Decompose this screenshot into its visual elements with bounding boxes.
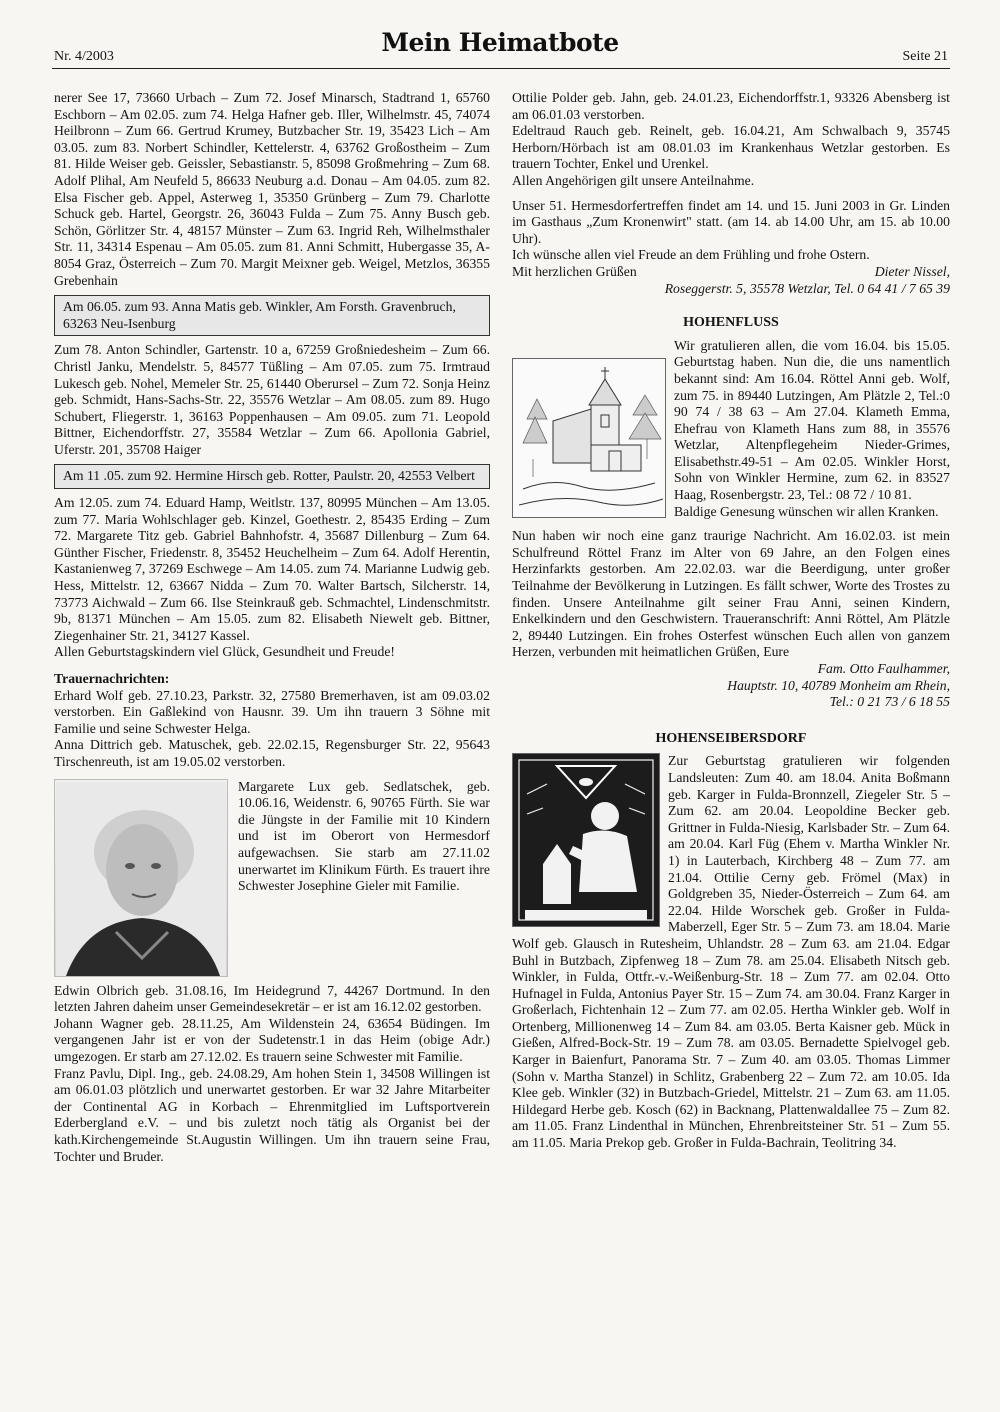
obituary-johann-wagner: Johann Wagner geb. 28.11.25, Am Wildenstein 24, 63654 Büdingen. Im vergangenen Jahr ist er von der Sudetenstr.1 in das Heim (obige Adr.) umgezogen. Er starb am 27.12.02. Es trauern seine Schwester mit Familie. — [54, 1015, 490, 1064]
obituary-erhard-wolf: Erhard Wolf geb. 27.10.23, Parkstr. 32, 27580 Bremerhaven, ist am 09.03.02 verstorben. Ein Gaßlekind von Hausnr. 39. Um ihn trauern 3 Söhne mit Familie und seine Schwester Helga. — [54, 687, 490, 736]
obituaries-heading: Trauernachrichten: — [54, 671, 170, 686]
highlight-box-anna-matis: Am 06.05. zum 93. Anna Matis geb. Winkler, Am Forsth. Gravenbruch, 63263 Neu-Isenburg — [54, 295, 490, 336]
easter-wishes: Ich wünsche allen viel Freude an dem Frühling und frohe Ostern. — [512, 247, 870, 263]
signature-address: Roseggerstr. 5, 35578 Wetzlar, Tel. 0 64 41 / 7 65 39 — [664, 280, 950, 296]
faulhammer-phone: Tel.: 0 21 73 / 6 18 55 — [829, 694, 950, 710]
hohenfluss-get-well: Baldige Genesung wünschen wir allen Kranken. — [674, 503, 939, 519]
hohenfluss-birthdays: Wir gratulieren allen, die vom 16.04. bis 15.05. Geburtstag haben. Nun die, die uns namentlich bekannt sind: Am 16.04. Röttel Anni geb. Wolf, zum 75. in 89440 Lutzingen, Am Plätzle 2, Tel.:0 90 74 / 38 63 – Am 27.04. Klameth Emma, Ehefrau von Klameth Hans zum 88, in 35576 Wetzlar, Altenpflegeheim Nieder-Grimes, Elisabethstr.49-51 – Am 02.05. Winkler Horst, Sohn von Winkler Hermine, zum 62. in 83527 Haag, Rosenbergstr. 23, Tel.: 08 72 / 10 81. — [674, 337, 950, 503]
portrait-icon — [56, 782, 226, 976]
birthday-list-part-1: nerer See 17, 73660 Urbach – Zum 72. Josef Minarsch, Stadtrand 1, 65760 Eschborn – Am 02.05. zum 74. Helga Hafner geb. Iller, Wilhelmstr. 45, 74074 Heilbronn – Zum 66. Gertrud Krumey, Butzbacher Str. 19, 35423 Lich – Am 03.05. zum 83. Norbert Schindler, Kettelerstr. 4, 63762 Großostheim – Zum 81. Hilde Weiser geb. Geissler, Sebastianstr. 5, 85098 Großmehring – Zum 68. Adolf Plihal, Am Neufeld 5, 86633 Neuburg a.d. Donau – Am 04.05. zum 82. Elsa Fischer geb. Appel, Asterweg 1, 35350 Grünberg – Zum 79. Charlotte Schuck geb. Hartel, Georgstr. 26, 36043 Fulda – Zum 75. Anny Busch geb. Schön, Görlitzer Str. 4, 48157 Münster – Zum 63. Ingrid Reh, Wilhelmsthaler Str. 11, 34314 Espenau – Am 05.05. zum 81. Anni Schmitt, Hubergasse 35, A- 8054 Graz, Österreich – Zum 70. Margit Meixner geb. Weigel, Metzlos, 36355 Grebenhain — [54, 90, 490, 288]
hohenseibersdorf-birthdays: Zur Geburtstag gratulieren wir folgenden Landsleuten: Zum 40. am 18.04. Anita Boßmann geb. Karger in Fulda-Bronnzell, Ziegeler Str. 5 – Zum 62. am 20.04. Leopoldine Becker geb. Grittner in Fulda-Niesig, Karlsbader Str. – Zum 64. am 20.04. Karl Füg (Ehem v. Martha Winkler Nr. 1) in Lauterbach, Kirchberg 48 – Zum 77. am 21.04. Ottilie Cerny geb. Frömel (Max) in Goldgreben 35, Nieder-Österreich – Zum 64. am 22.04. Hilde Worschek geb. Großer in Fulda-Maberzell, Eger Str. 5 – Zum 73. am 18.04. Marie Wolf geb. Glausch in Rutesheim, Uhlandstr. 28 – Zum 63. am 21.04. Edgar Buhl in Butzbach, Zipfenweg 18 – Zum 78. am 25.04. Elisabeth Nitsch geb. Winkler, in Fulda, Ottfr.-v.-Weißenburg-Str. 18 – Zum 77. am 02.04. Otto Hufnagel in Fulda, Antonius Payer Str. 15 – Zum 74. am 30.04. Franz Karger in Großerlach, Fichtenhain 12 – Zum 77. am 02.05. Hertha Winkler geb. Wolf in Ortenberg, Millionenweg 14 – Zum 84. am 03.05. Berta Kaisner geb. Mück in Gießen, Alfred-Bock-Str. 19 – Zum 78. am 03.05. Bernadette Spielvogel geb. Karger in Baienfurt, Panorama Str. 7 – Zum 40. am 03.05. Thomas Limmer (Sohn v. Martha Stanzel) in Schlitz, Grabenberg 22 – Zum 72. am 10.05. Ida Klee geb. Winkler (32) in Butzbach-Griedel, Mittelstr. 21 – Zum 63. am 11.05. Hildegard Herbe geb. Kosch (62) in Backnang, Plattenwaldallee 75 – Zum 82. am 11.05. Franz Lindenthal in München, Ehrenbreitsteiner Str. 51 – Zum 55. am 11.05. Maria Prekop geb. Großer in Fulda-Bachrain, Teolitring 34. — [512, 753, 950, 1151]
birthday-list-part-2: Zum 78. Anton Schindler, Gartenstr. 10 a, 67259 Großniedesheim – Zum 66. Christl Janku, Mendelstr. 5, 84577 Tüßling – Am 07.05. zum 75. Irmtraud Lukesch geb. Nohel, Memeler Str. 25, 61440 Oberursel – Zum 72. Sonja Heinz geb. Schmidt, Hans-Sachs-Str. 22, 35576 Wetzlar – Am 08.05. zum 89. Hugo Schubert, Fliegerstr. 1, 36163 Poppenhausen – Am 09.05. zum 71. Leopold Bittner, Eichendorffstr. 27, 35584 Wetzlar – Zum 66. Apollonia Gabriel, Uferstr. 201, 35708 Haiger — [54, 342, 490, 457]
saint-icon — [513, 754, 659, 926]
saint-woodcut — [512, 753, 660, 927]
signature-name: Dieter Nissel, — [874, 263, 950, 279]
hohenfluss-sad-news: Nun haben wir noch eine ganz traurige Nachricht. Am 16.02.03. ist mein Schulfreund Röttel Franz im Alter von 69 Jahre, an den Folgen eines Herzinfarkts gestorben. Am 22.02.03. war die Beerdigung, unter großer Teilnahme der Bevölkerung in Lutzingen. Es fällt schwer, Worte des Trostes zu finden. Unsere Anteilnahme gilt seiner Frau Anni, seinen Kindern, Enkelkindern und den Geschwistern. Traueranschrift: Anni Röttel, Am Plätzle 2, 89440 Lutzingen. Ein frohes Osterfest wünschen Euch allen von ganzem Herzen, verbunden mit heimatlichen Grüßen, Eure — [512, 528, 950, 660]
obituary-edwin-olbrich: Edwin Olbrich geb. 31.08.16, Im Heidegrund 7, 44267 Dortmund. In den letzten Jahren daheim unser Gemeindesekretär – er ist am 16.12.02 gestorben. — [54, 982, 490, 1015]
portrait-photo — [54, 779, 228, 977]
issue-number: Nr. 4/2003 — [54, 49, 114, 64]
section-heading-hohenseibersdorf: HOHENSEIBERSDORF — [655, 730, 807, 746]
section-heading-hohenfluss: HOHENFLUSS — [683, 315, 779, 331]
signature-line — [512, 264, 950, 281]
highlight-box-hermine-hirsch: Am 11 .05. zum 92. Hermine Hirsch geb. Rotter, Paulstr. 20, 42553 Velbert — [54, 464, 490, 489]
right-column — [512, 90, 950, 1152]
obituary-edeltraud-rauch: Edeltraud Rauch geb. Reinelt, geb. 16.04.21, Am Schwalbach 9, 35745 Herborn/Hörbach ist am 08.01.03 im Krankenhaus Wetzlar gestorben. Es trauern Tochter, Enkel und Urenkel. — [512, 123, 950, 172]
obituary-anna-dittrich: Anna Dittrich geb. Matuschek, geb. 22.02.15, Regensburger Str. 22, 95643 Tirschenreuth, ist am 19.05.02 verstorben. — [54, 737, 490, 769]
greeting-text: Mit herzlichen Grüßen — [512, 263, 637, 279]
chapel-woodcut — [512, 358, 666, 518]
faulhammer-address: Hauptstr. 10, 40789 Monheim am Rhein, — [727, 677, 950, 693]
obituary-ottilie-polder: Ottilie Polder geb. Jahn, geb. 24.01.23, Eichendorffstr.1, 93326 Abensberg ist am 06.01.03 verstorben. — [512, 90, 950, 122]
birthday-list-part-3: Am 12.05. zum 74. Eduard Hamp, Weitlstr. 137, 80995 München – Am 13.05. zum 77. Maria Wohlschlager geb. Kinzel, Goethestr. 2, 85435 Erding – Zum 72. Margarete Titz geb. Gabriel Bahnhofstr. 4, 35687 Dillenburg – Zum 64. Günther Fischer, Friedenstr. 8, 35452 Heuchelheim – Zum 64. Adolf Herentin, Kastanienweg 7, 37269 Eschwege – Am 14.05. zum 74. Marianne Ludwig geb. Hess, Mittelstr. 12, 63667 Nidda – Zum 70. Walter Bartsch, Silcherstr. 14, 73773 Aichwald – Zum 66. Ilse Steinkrauß geb. Schmachtel, Lindenschmitstr. 9b, 81371 München – Am 15.05. zum 82. Elisabeth Niewelt geb. Bittner, Ziegenhainer Str. 21, 34127 Kassel. — [54, 495, 490, 643]
left-column — [54, 90, 490, 1165]
header-rule — [52, 68, 950, 69]
condolence-line: Allen Angehörigen gilt unsere Anteilnahme. — [512, 172, 755, 188]
masthead-title: Mein Heimatbote — [381, 28, 619, 57]
obituary-franz-pavlu: Franz Pavlu, Dipl. Ing., geb. 24.08.29, Am hohen Stein 1, 34508 Willingen ist am 06.01.03 plötzlich und unerwartet gestorben. Er war 32 Jahre Mitarbeiter der Continental AG in Korbach – Ehrenmitglied im Luftsportverein Ederbergland e.V. – und bis zuletzt noch tätig als Organist bei der kath.Kirchengemeinde St.Augustin Willingen. Um ihn trauern seine Frau, Tochter und Bruder. — [54, 1065, 490, 1164]
obituary-margarete-lux: Margarete Lux geb. Sedlatschek, geb. 10.06.16, Weidenstr. 6, 90765 Fürth. Sie war die Jüngste in der Familie mit 10 Kindern und ist im Oberort von Hermesdorf aufgewachsen. Sie starb am 27.11.02 unerwartet im Klinikum Fürth. Es trauert ihre Schwester Josephine Gieler mit Familie. — [238, 778, 490, 894]
page-number: Seite 21 — [902, 49, 948, 64]
birthday-wishes: Allen Geburtstagskindern viel Glück, Gesundheit und Freude! — [54, 644, 395, 660]
chapel-icon — [513, 359, 665, 517]
obituary-with-photo — [54, 779, 490, 977]
faulhammer-name: Fam. Otto Faulhammer, — [817, 661, 950, 676]
meeting-announcement: Unser 51. Hermesdorfertreffen findet am 14. und 15. Juni 2003 in Gr. Linden im Gasthaus „Zum Kronenwirt" statt. (am 14. ab 14.00 Uhr, am 15. ab 10.00 Uhr). — [512, 197, 950, 246]
